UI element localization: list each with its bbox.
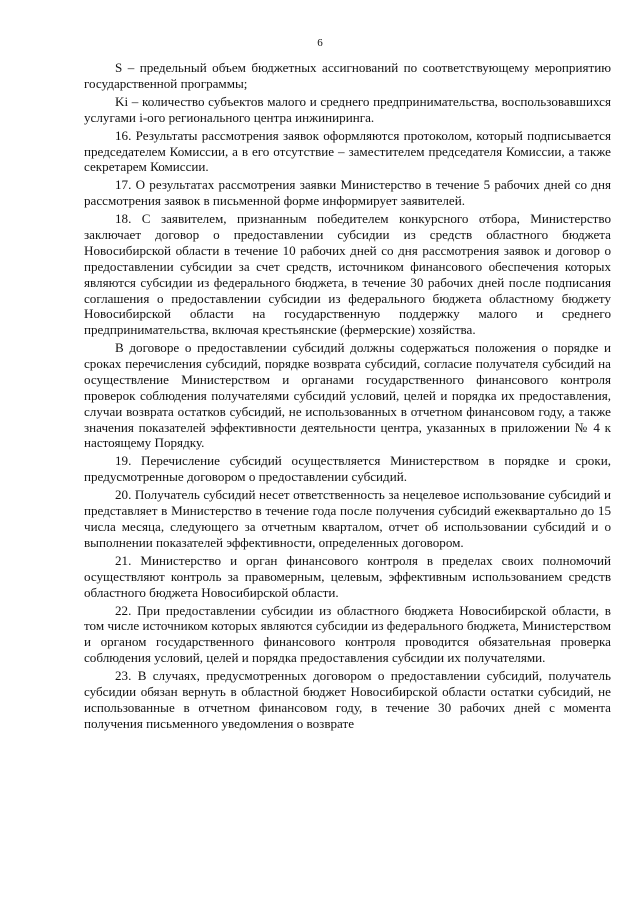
paragraph-22: 22. При предоставлении субсидии из областного бюджета Новосибирской области, в том числе источником которых являются субсидии из федерального бюджета, Министерством и органом государственного финансового контроля проводится обязательная проверка соблюдения условий, целей и порядка предоставления субсидии их получателями. — [84, 602, 611, 666]
paragraph-20: 20. Получатель субсидий несет ответственность за нецелевое использование субсидий и представляет в Министерство в течение года после получения субсидий ежеквартально до 15 числа месяца, следующего за отчетным кварталом, отчет об использовании субсидий и о выполнении показателей эффективности, определенных договором. — [84, 487, 611, 550]
paragraph-21: 21. Министерство и орган финансового контроля в пределах своих полномочий осуществляют контроль за правомерным, целевым, эффективным использованием средств областного бюджета Новосибирской области. — [84, 552, 611, 600]
paragraph-17: 17. О результатах рассмотрения заявки Министерство в течение 5 рабочих дней со дня рассмотрения заявок в письменной форме информирует заявителей. — [84, 177, 611, 209]
paragraph-s-definition: S – предельный объем бюджетных ассигнований по соответствующему мероприятию государственной программы; — [84, 60, 611, 91]
paragraph-19: 19. Перечисление субсидий осуществляется Министерством в порядке и сроки, предусмотренные договором о предоставлении субсидий. — [84, 453, 611, 485]
paragraph-18: 18. С заявителем, признанным победителем конкурсного отбора, Министерство заключает договор о предоставлении субсидии из средств областного бюджета Новосибирской области в течение 10 рабочих дней со дня рассмотрения заявок и договор о предоставлении субсидии за счет средств, источником финансового обеспечения которых являются субсидии из федерального бюджета, в течение 30 рабочих дней после подписания соглашения о предоставлении субсидии из федерального бюджета областному бюджету Новосибирской области на государственную поддержку малого и среднего предпринимательства, включая крестьянские (фермерские) хозяйства. — [84, 211, 611, 338]
document-body — [84, 60, 611, 734]
paragraph-16: 16. Результаты рассмотрения заявок оформляются протоколом, который подписывается председателем Комиссии, а в его отсутствие – заместителем председателя Комиссии, а также секретарем Комиссии. — [84, 127, 611, 175]
paragraph-contract-provisions: В договоре о предоставлении субсидий должны содержаться положения о порядке и сроках перечисления субсидий, порядке возврата субсидий, согласие получателя субсидий на осуществление Министерством и органами государственного финансового контроля проверок соблюдения получателями субсидий условий, целей и порядка их предоставления, случаи возврата остатков субсидий, не использованных в отчетном финансовом году, а также значения показателей эффективности деятельности центра, указанных в приложении № 4 к настоящему Порядку. — [84, 340, 611, 451]
paragraph-23: 23. В случаях, предусмотренных договором о предоставлении субсидий, получатель субсидии обязан вернуть в областной бюджет Новосибирской области остатки субсидий, не использованные в отчетном финансовом году, в течение 30 рабочих дней с момента получения письменного уведомления о возврате — [84, 668, 611, 731]
page-number: 6 — [317, 37, 323, 49]
paragraph-ki-definition: Ki – количество субъектов малого и среднего предпринимательства, воспользовавшихся услугами i-ого регионального центра инжиниринга. — [84, 93, 611, 125]
